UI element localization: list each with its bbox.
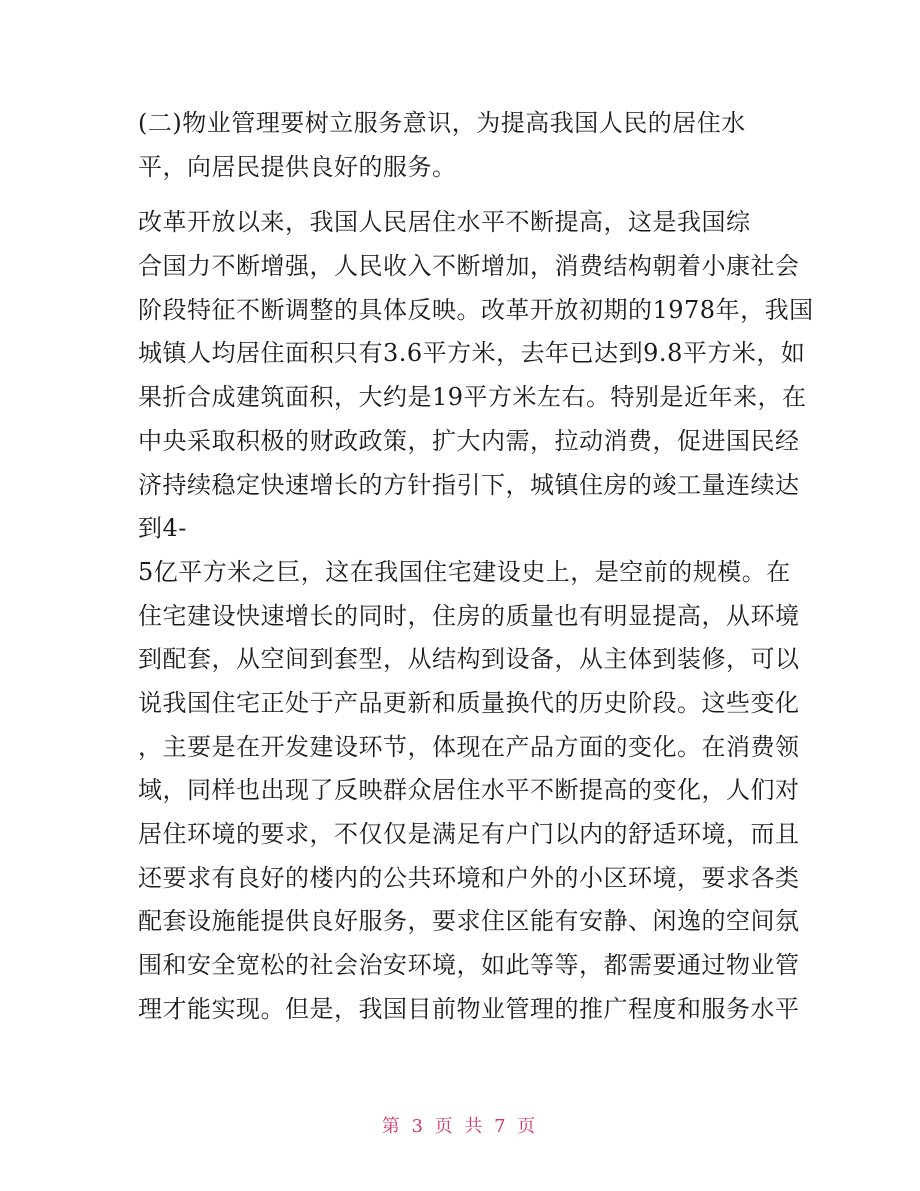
- text-line: 域，同样也出现了反映群众居住水平不断提高的变化，人们对: [138, 776, 800, 805]
- text-line: 到配套，从空间到套型，从结构到设备，从主体到装修，可以: [138, 645, 800, 674]
- text-line: ，主要是在开发建设环节，体现在产品方面的变化。在消费领: [138, 732, 800, 761]
- text-line: 阶段特征不断调整的具体反映。改革开放初期的1978年，我国: [138, 295, 814, 324]
- text-line: 配套设施能提供良好服务，要求住区能有安静、闲逸的空间氛: [138, 907, 800, 936]
- text-line: 城镇人均居住面积只有3.6平方米，去年已达到9.8平方米，如: [138, 339, 806, 368]
- text-line: 济持续稳定快速增长的方针指引下，城镇住房的竣工量连续达: [138, 470, 800, 499]
- text-line: 说我国住宅正处于产品更新和质量换代的历史阶段。这些变化: [138, 688, 800, 717]
- text-line: 改革开放以来，我国人民居住水平不断提高，这是我国综: [138, 208, 751, 237]
- text-line: 理才能实现。但是，我国目前物业管理的推广程度和服务水平: [138, 994, 800, 1023]
- paragraph-1: [138, 102, 788, 189]
- text-line: 到4-: [138, 514, 187, 543]
- text-line: 还要求有良好的楼内的公共环境和户外的小区环境，要求各类: [138, 863, 800, 892]
- text-line: 合国力不断增强，人民收入不断增加，消费结构朝着小康社会: [138, 252, 800, 281]
- text-line: 住宅建设快速增长的同时，住房的质量也有明显提高，从环境: [138, 601, 800, 630]
- text-line: 中央采取积极的财政政策，扩大内需，拉动消费，促进国民经: [138, 426, 800, 455]
- text-line: (二)物业管理要树立服务意识，为提高我国人民的居住水: [138, 109, 746, 137]
- paragraph-gap: [138, 189, 788, 201]
- body-text: [138, 102, 814, 1031]
- text-line: 居住环境的要求，不仅仅是满足有户门以内的舒适环境，而且: [138, 820, 800, 848]
- text-line: 果折合成建筑面积，大约是19平方米左右。特别是近年来，在: [138, 383, 807, 412]
- text-line: 5亿平方米之巨，这在我国住宅建设史上，是空前的规模。在: [138, 557, 791, 586]
- text-line: 围和安全宽松的社会治安环境，如此等等，都需要通过物业管: [138, 951, 800, 980]
- text-line: 平，向居民提供良好的服务。: [138, 152, 457, 181]
- page-footer: 第 3 页 共 7 页: [381, 1116, 539, 1137]
- paragraph-2: [138, 201, 814, 1031]
